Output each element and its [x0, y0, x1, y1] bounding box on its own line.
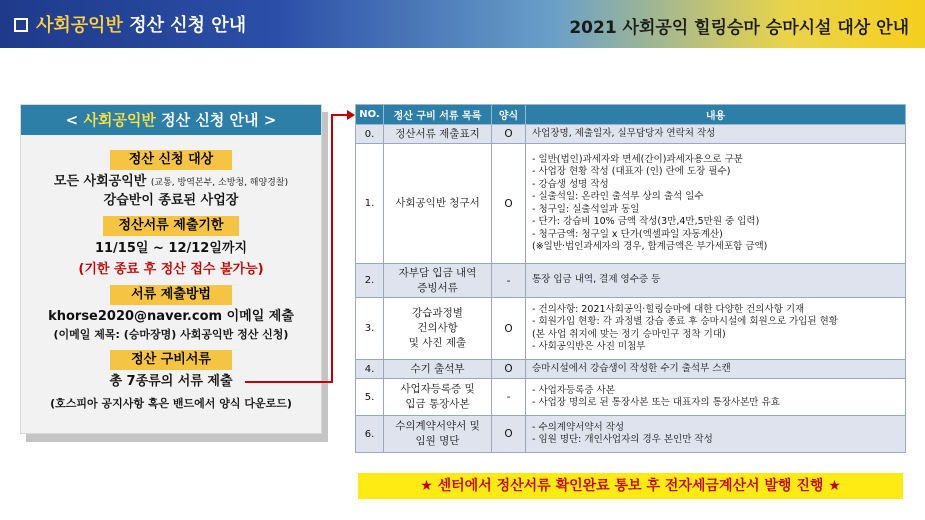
submission-email: khorse2020@naver.com 이메일 제출	[48, 309, 294, 324]
card-title-post: 정산 신청 안내 >	[155, 111, 277, 129]
content-line: 승마시설에서 강습생이 작성한 수기 출석부 스캔	[532, 362, 731, 374]
email-subject-note: (이메일 제목: (승마장명) 사회공익반 정산 신청)	[53, 328, 289, 341]
doc-line: 사회공익반 청구서	[395, 197, 480, 209]
doc-line: 건의사항	[417, 322, 458, 334]
content-line: - 단가: 강습비 10% 금액 작성(3만,4만,5만원 중 입력)	[532, 216, 760, 227]
doc-line: 수기 출석부	[410, 362, 465, 375]
row-form: O	[492, 416, 526, 453]
content-line: - 일반(법인)과세자와 면세(간이)과세자용으로 구분	[532, 153, 743, 165]
row-no: 5.	[356, 379, 384, 416]
content-line: - 사회공익반은 사진 미첨부	[532, 341, 646, 352]
content-line: - 회원가입 현황: 각 과정별 강습 종료 후 승마시설에 회원으로 가입된 현황	[532, 316, 838, 327]
row-no: 1.	[356, 144, 384, 264]
content-line: - 실출석일: 온라인 출석부 상의 출석 일수	[532, 191, 704, 202]
doc-line: 수의계약서약서 및	[395, 420, 480, 432]
content-line: - 수의계약서약서 작성	[532, 421, 625, 433]
content-line: 통장 입금 내역, 결제 영수증 등	[532, 274, 661, 286]
row-no: 0.	[356, 125, 384, 144]
row-form: -	[492, 264, 526, 298]
content-line: - 사업장 현황 작성 (대표자 (인) 란에 도장 필수)	[532, 166, 731, 177]
deadline-dates: 11/15일 ~ 12/12일까지	[94, 241, 248, 256]
connector-line-vertical	[331, 114, 333, 383]
row-doc	[384, 125, 492, 144]
row-doc	[384, 144, 492, 264]
header-title-highlight: 사회공익반	[36, 15, 123, 36]
documents-table	[355, 104, 906, 453]
doc-line: 임원 명단	[415, 435, 460, 447]
doc-line: 정산서류 제출표지	[395, 127, 480, 140]
connector-line-bottom	[245, 381, 333, 383]
col-header-no: NO.	[356, 105, 384, 125]
content-line: 사업장명, 제출일자, 실무담당자 연락처 작성	[532, 127, 716, 139]
row-form: -	[492, 379, 526, 416]
row-content	[526, 360, 906, 379]
col-header-content: 내용	[526, 105, 906, 125]
row-content	[526, 125, 906, 144]
header-title	[14, 11, 246, 37]
content-line: (본 사업 취지에 맞는 정기 승마인구 정착 기대)	[532, 328, 726, 340]
doc-line: 및 사진 제출	[408, 337, 467, 349]
doc-line: 강습과정별	[412, 307, 463, 319]
table-header-row	[356, 105, 906, 125]
top-header-bar	[0, 0, 925, 48]
section-label-deadline: 정산서류 제출기한	[103, 216, 239, 236]
content-line: - 사업장 명의로 된 통장사본 또는 대표자의 통장사본만 유효	[532, 397, 780, 408]
row-content	[526, 144, 906, 264]
row-no: 6.	[356, 416, 384, 453]
target-line-1-note: (교통, 방역본부, 소방청, 해양경찰)	[150, 178, 289, 188]
content-line: - 청구일: 실출석일과 동일	[532, 203, 640, 215]
notice-banner: ★ 센터에서 정산서류 확인완료 통보 후 전자세금계산서 발행 진행 ★	[358, 473, 903, 499]
card-title-highlight: 사회공익반	[83, 111, 156, 129]
section-label-target: 정산 신청 대상	[110, 150, 232, 170]
row-no: 4.	[356, 360, 384, 379]
target-line-2: 강습반이 종료된 사업장	[103, 193, 239, 208]
table-row	[356, 144, 906, 264]
info-card	[20, 104, 322, 434]
doc-line: 사업자등록증 및	[400, 383, 475, 395]
row-form: O	[492, 360, 526, 379]
arrow-head-icon	[347, 110, 355, 120]
row-content	[526, 298, 906, 360]
doc-line: 증빙서류	[417, 281, 458, 294]
content-line: - 강습생 성명 작성	[532, 178, 609, 190]
content-line: - 청구금액: 청구일 x 단가(엑셀파일 자동계산)	[532, 228, 723, 240]
table-row	[356, 360, 906, 379]
row-content	[526, 416, 906, 453]
col-header-doc: 정산 구비 서류 목록	[384, 105, 492, 125]
row-doc	[384, 264, 492, 298]
deadline-warning: (기한 종료 후 정산 접수 불가능)	[78, 262, 264, 277]
section-label-documents: 정산 구비서류	[110, 350, 232, 370]
card-title-pre: <	[65, 111, 84, 129]
row-content	[526, 264, 906, 298]
col-header-form: 양식	[492, 105, 526, 125]
row-doc	[384, 379, 492, 416]
table-row	[356, 379, 906, 416]
documents-count: 총 7종류의 서류 제출	[109, 374, 233, 389]
table-row	[356, 298, 906, 360]
content-line: - 임원 명단: 개인사업자의 경우 본인만 작성	[532, 434, 713, 445]
target-line-1-main: 모든 사회공익반	[53, 174, 151, 189]
table-row	[356, 125, 906, 144]
card-title	[21, 105, 321, 135]
row-no: 2.	[356, 264, 384, 298]
header-title-rest: 정산 신청 안내	[122, 15, 247, 36]
content-line: - 건의사항: 2021사회공익·힐링승마에 대한 다양한 건의사항 기재	[532, 303, 805, 315]
row-form: O	[492, 144, 526, 264]
row-doc	[384, 298, 492, 360]
row-form: O	[492, 125, 526, 144]
content-line: - 사업자등록증 사본	[532, 384, 615, 396]
row-no: 3.	[356, 298, 384, 360]
row-content	[526, 379, 906, 416]
documents-download-note: (호스피아 공지사항 혹은 밴드에서 양식 다운로드)	[50, 397, 292, 410]
target-line-1	[21, 173, 321, 192]
section-label-method: 서류 제출방법	[110, 285, 232, 305]
doc-line: 입금 통장사본	[405, 398, 470, 410]
table-row	[356, 264, 906, 298]
row-form: O	[492, 298, 526, 360]
row-doc	[384, 416, 492, 453]
content-line: (※일반·법인과세자의 경우, 합계금액은 부가세포함 금액)	[532, 241, 768, 252]
table-row	[356, 416, 906, 453]
row-doc	[384, 360, 492, 379]
doc-line: 자부담 입금 내역	[398, 266, 477, 279]
header-right-title: 2021 사회공익 힐링승마 승마시설 대상 안내	[569, 18, 909, 38]
square-bullet-icon	[14, 18, 28, 32]
